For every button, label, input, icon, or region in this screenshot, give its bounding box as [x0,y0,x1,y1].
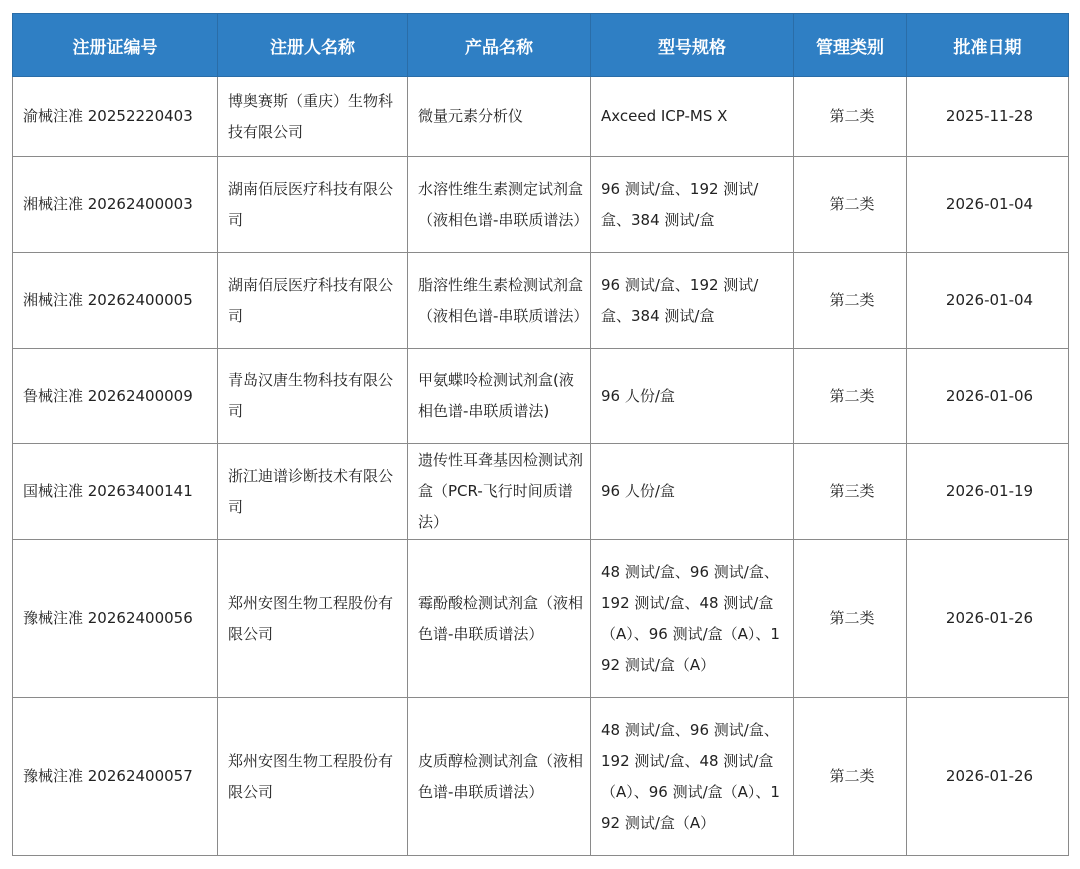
cell-product: 甲氨蝶呤检测试剂盒(液相色谱-串联质谱法) [408,349,591,444]
table-row [13,698,1069,856]
cell-registrant: 郑州安图生物工程股份有限公司 [218,698,408,856]
cell-product: 脂溶性维生素检测试剂盒（液相色谱-串联质谱法） [408,253,591,349]
cell-reg-no: 湘械注准 20262400003 [13,157,218,253]
registration-table [12,13,1069,856]
cell-registrant: 浙江迪谱诊断技术有限公司 [218,444,408,540]
cell-category: 第二类 [794,698,907,856]
cell-registrant: 博奥赛斯（重庆）生物科技有限公司 [218,77,408,157]
cell-reg-no: 湘械注准 20262400005 [13,253,218,349]
cell-category: 第三类 [794,444,907,540]
cell-reg-no: 鲁械注准 20262400009 [13,349,218,444]
cell-category: 第二类 [794,349,907,444]
header-product: 产品名称 [408,14,591,77]
cell-product: 微量元素分析仪 [408,77,591,157]
cell-spec: 96 人份/盒 [591,349,794,444]
cell-registrant: 郑州安图生物工程股份有限公司 [218,540,408,698]
cell-spec: 96 测试/盒、192 测试/盒、384 测试/盒 [591,157,794,253]
cell-spec: 48 测试/盒、96 测试/盒、192 测试/盒、48 测试/盒（A）、96 测试/盒（A）、192 测试/盒（A） [591,698,794,856]
table-row [13,540,1069,698]
cell-product: 水溶性维生素测定试剂盒（液相色谱-串联质谱法） [408,157,591,253]
cell-reg-no: 渝械注准 20252220403 [13,77,218,157]
cell-date: 2026-01-19 [907,444,1069,540]
header-category: 管理类别 [794,14,907,77]
header-date: 批准日期 [907,14,1069,77]
table-row [13,157,1069,253]
table-row [13,253,1069,349]
cell-product: 遗传性耳聋基因检测试剂盒（PCR-飞行时间质谱法） [408,444,591,540]
cell-reg-no: 豫械注准 20262400056 [13,540,218,698]
cell-date: 2026-01-26 [907,540,1069,698]
cell-date: 2026-01-26 [907,698,1069,856]
cell-reg-no: 国械注准 20263400141 [13,444,218,540]
table-row [13,349,1069,444]
cell-date: 2026-01-04 [907,157,1069,253]
cell-category: 第二类 [794,77,907,157]
table-header-row [13,14,1069,77]
cell-registrant: 青岛汉唐生物科技有限公司 [218,349,408,444]
header-reg-no: 注册证编号 [13,14,218,77]
cell-category: 第二类 [794,157,907,253]
cell-spec: 96 测试/盒、192 测试/盒、384 测试/盒 [591,253,794,349]
cell-spec: Axceed ICP-MS X [591,77,794,157]
table-row [13,77,1069,157]
table-row [13,444,1069,540]
cell-category: 第二类 [794,540,907,698]
cell-date: 2026-01-06 [907,349,1069,444]
header-spec: 型号规格 [591,14,794,77]
cell-product: 霉酚酸检测试剂盒（液相色谱-串联质谱法） [408,540,591,698]
cell-spec: 48 测试/盒、96 测试/盒、192 测试/盒、48 测试/盒（A）、96 测试/盒（A）、192 测试/盒（A） [591,540,794,698]
cell-product: 皮质醇检测试剂盒（液相色谱-串联质谱法） [408,698,591,856]
cell-registrant: 湖南佰辰医疗科技有限公司 [218,253,408,349]
cell-date: 2025-11-28 [907,77,1069,157]
cell-registrant: 湖南佰辰医疗科技有限公司 [218,157,408,253]
cell-category: 第二类 [794,253,907,349]
cell-reg-no: 豫械注准 20262400057 [13,698,218,856]
cell-date: 2026-01-04 [907,253,1069,349]
header-registrant: 注册人名称 [218,14,408,77]
cell-spec: 96 人份/盒 [591,444,794,540]
